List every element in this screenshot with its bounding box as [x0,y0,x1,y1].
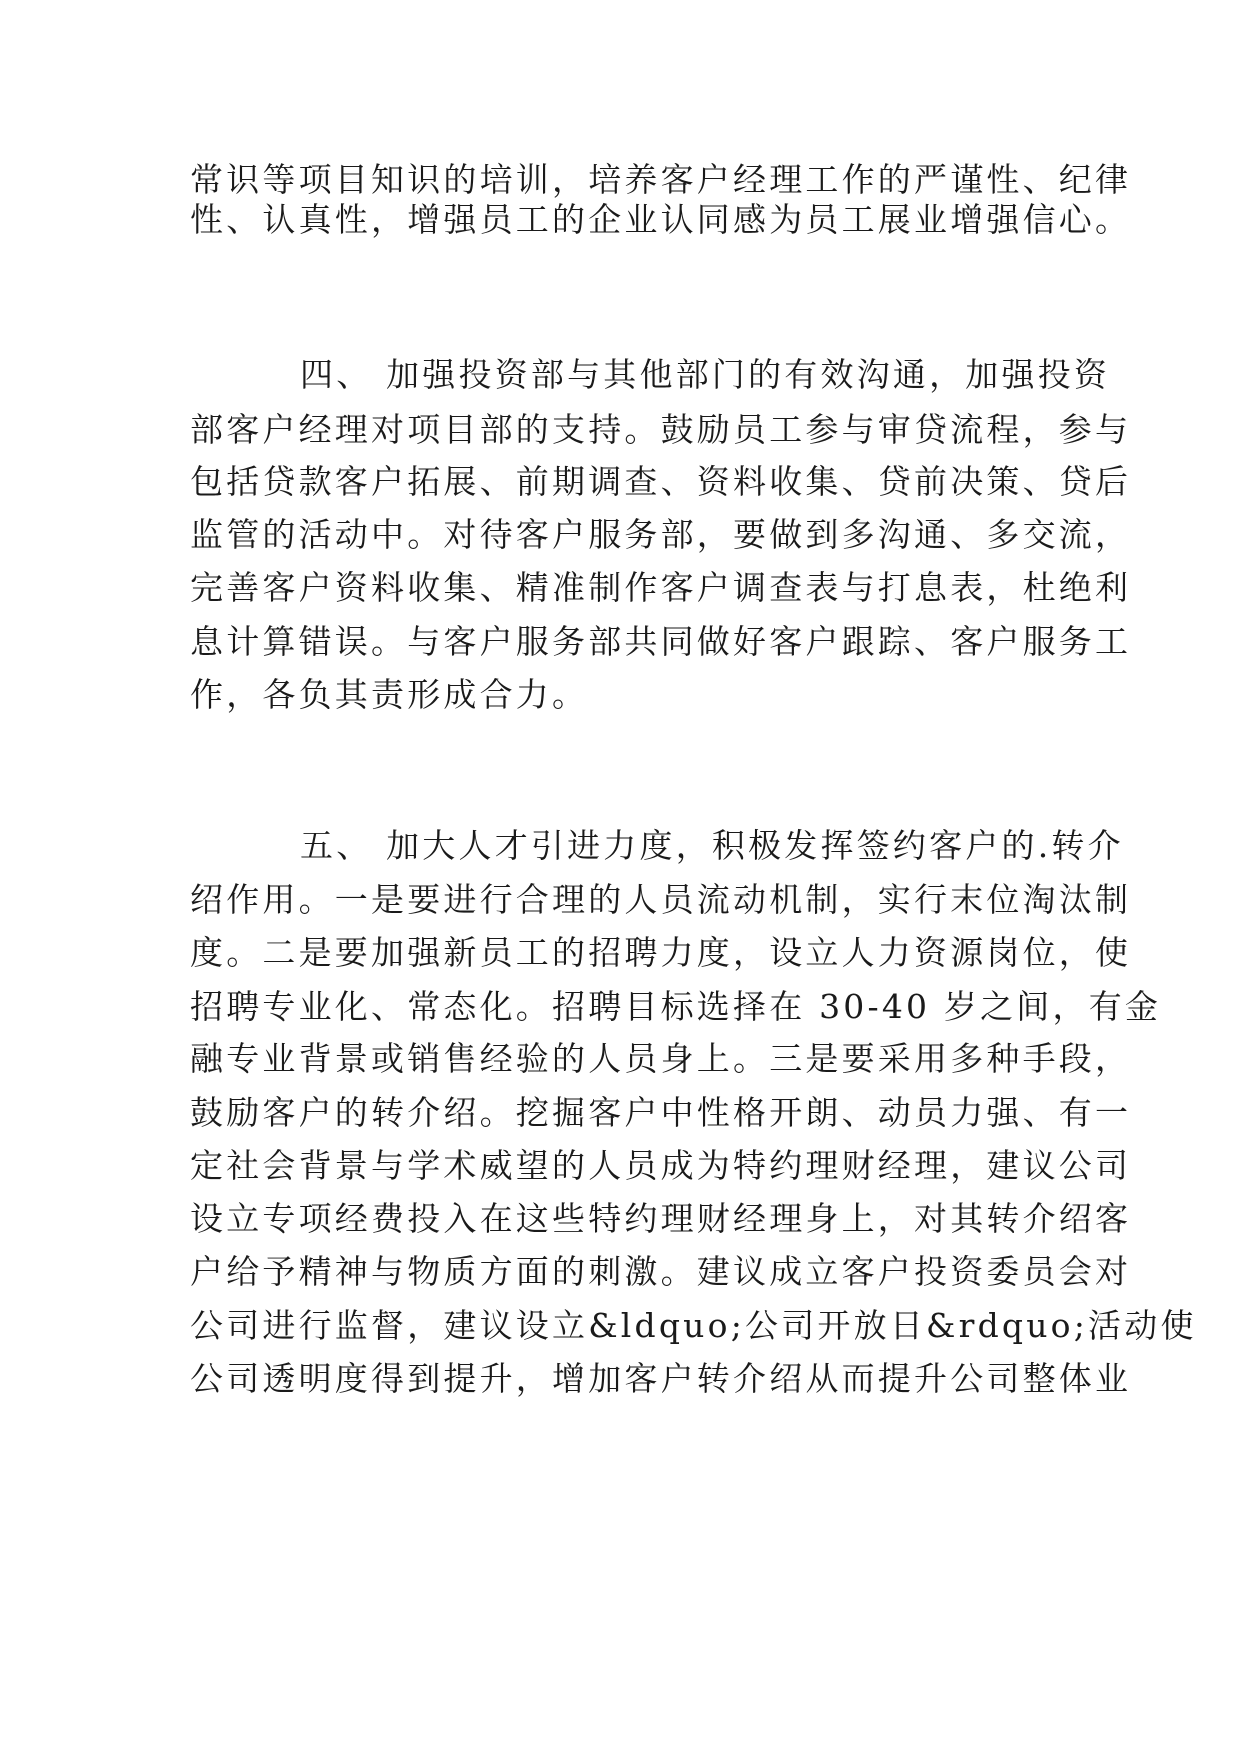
paragraph-line: 包括贷款客户拓展、前期调查、资料收集、贷前决策、贷后 [190,462,1132,501]
paragraph-line: 部客户经理对项目部的支持。鼓励员工参与审贷流程，参与 [190,410,1132,449]
paragraph-line: 设立专项经费投入在这些特约理财经理身上，对其转介绍客 [190,1199,1132,1238]
paragraph-line: 常识等项目知识的培训，培养客户经理工作的严谨性、纪律 [190,160,1132,199]
paragraph-line: 性、认真性，增强员工的企业认同感为员工展业增强信心。 [190,200,1132,239]
paragraph-line: 完善客户资料收集、精准制作客户调查表与打息表，杜绝利 [190,568,1132,607]
paragraph-line: 公司透明度得到提升，增加客户转介绍从而提升公司整体业 [190,1359,1132,1398]
paragraph-line: 招聘专业化、常态化。招聘目标选择在 30-40 岁之间，有金 [190,987,1162,1026]
paragraph-line: 息计算错误。与客户服务部共同做好客户跟踪、客户服务工 [190,622,1132,661]
paragraph-line: 鼓励客户的转介绍。挖掘客户中性格开朗、动员力强、有一 [190,1093,1132,1132]
paragraph-line: 作，各负其责形成合力。 [190,675,589,714]
section-heading-line: 四、 加强投资部与其他部门的有效沟通，加强投资 [300,355,1111,394]
paragraph-line: 监管的活动中。对待客户服务部，要做到多沟通、多交流， [190,515,1132,554]
paragraph-line: 绍作用。一是要进行合理的人员流动机制，实行末位淘汰制 [190,880,1132,919]
paragraph-line: 融专业背景或销售经验的人员身上。三是要采用多种手段， [190,1039,1132,1078]
section-heading-line: 五、 加大人才引进力度，积极发挥签约客户的.转介 [300,826,1124,865]
paragraph-line: 公司进行监督，建议设立&ldquo;公司开放日&rdquo;活动使 [190,1306,1197,1345]
paragraph-line: 户给予精神与物质方面的刺激。建议成立客户投资委员会对 [190,1252,1132,1291]
paragraph-line: 度。二是要加强新员工的招聘力度，设立人力资源岗位，使 [190,933,1132,972]
paragraph-line: 定社会背景与学术威望的人员成为特约理财经理，建议公司 [190,1146,1132,1185]
